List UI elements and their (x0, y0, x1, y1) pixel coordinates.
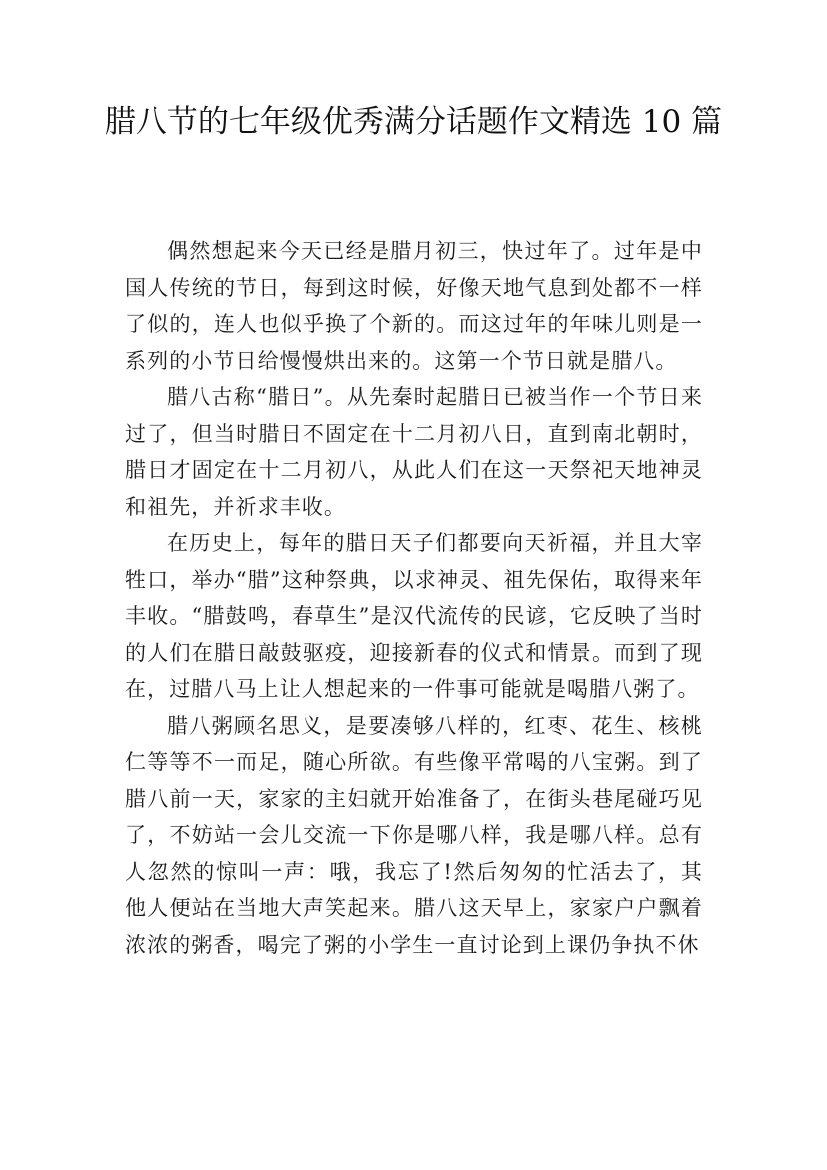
paragraph: 腊八古称“腊日”。从先秦时起腊日已被当作一个节日来过了，但当时腊日不固定在十二月初八日，直到南北朝时，腊日才固定在十二月初八，从此人们在这一天祭祀天地神灵和祖先，并祈求丰收。 (125, 385, 703, 519)
paragraph: 腊八粥顾名思义，是要凑够八样的，红枣、花生、核桃仁等等不一而足，随心所欲。有些像平常喝的八宝粥。到了腊八前一天，家家的主妇就开始准备了，在街头巷尾碰巧见了，不妨站一会儿交流一下你是哪八样，我是哪八样。总有人忽然的惊叫一声：哦，我忘了!然后匆匆的忙活去了，其他人便站在当地大声笑起来。腊八这天早上，家家户户飘着浓浓的粥香，喝完了粥的小学生一直讨论到上课仍争执不休 (125, 713, 703, 957)
paragraph: 在历史上，每年的腊日天子们都要向天祈福，并且大宰牲口，举办“腊”这种祭典，以求神灵、祖先保佑，取得来年丰收。“腊鼓鸣，春草生”是汉代流传的民谚，它反映了当时的人们在腊日敲鼓驱疫，迎接新春的仪式和情景。而到了现在，过腊八马上让人想起来的一件事可能就是喝腊八粥了。 (125, 531, 703, 701)
document-title: 腊八节的七年级优秀满分话题作文精选 10 篇 (104, 104, 723, 140)
document-body (125, 233, 703, 963)
paragraph: 偶然想起来今天已经是腊月初三，快过年了。过年是中国人传统的节日，每到这时候，好像天地气息到处都不一样了似的，连人也似乎换了个新的。而这过年的年味儿则是一系列的小节日给慢慢烘出来的。这第一个节日就是腊八。 (125, 239, 703, 373)
